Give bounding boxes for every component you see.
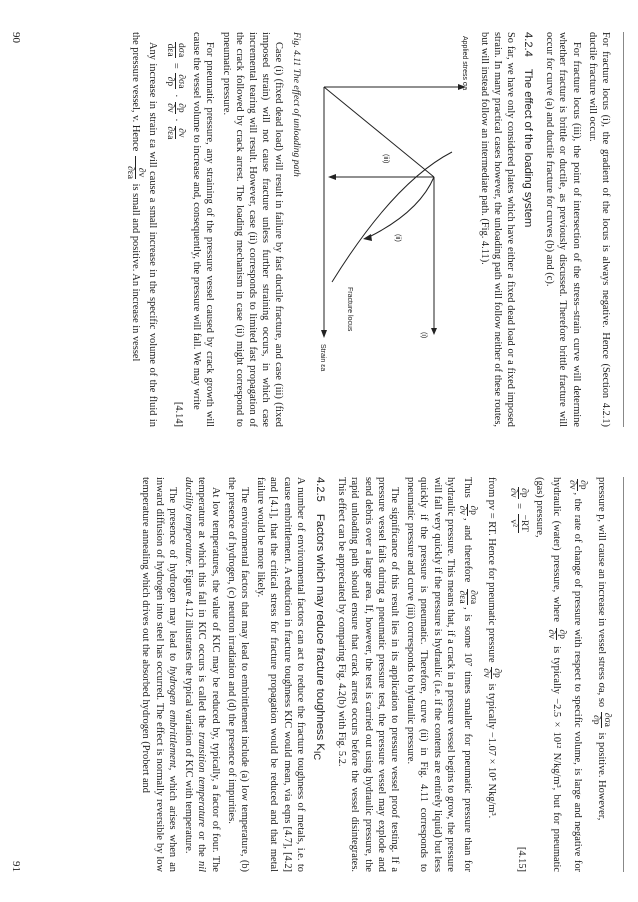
section-heading bbox=[312, 477, 326, 872]
curve-iii-arrow bbox=[328, 174, 336, 180]
curve-ii bbox=[369, 177, 434, 237]
x-axis-arrow bbox=[321, 330, 327, 338]
paragraph: For fracture locus (i), the gradient of the locus is always negative. Hence (Section 4.2.1) ductile fracture will occur. bbox=[586, 32, 611, 427]
section-number: 4.2.4 bbox=[521, 32, 534, 57]
paragraph: Case (i) (fixed dead load) will result in failure by fast ductile fracture, and case (iii) (fixed imposed strain) will not cause fracture unless further straining occurs, in which case incremental tearing will result. However, case (ii) corresponds to limited fast propagation of the crack followed by crack arrest. The loading mechanism in case (ii) might correspond to pneumatic pressure. bbox=[220, 32, 285, 427]
paragraph: For pneumatic pressure, any straining of the pressure vessel caused by crack growth will cause the vessel volume to increase and, consequently, the pressure will fall. We may write bbox=[191, 32, 216, 427]
locus-label: Fracture locus bbox=[346, 287, 354, 332]
figure-caption: Fig. 4.11 The effect of unloading path bbox=[291, 32, 303, 177]
paragraph: The environmental factors that may lead to embrittlement include (a) low temperature, (b) the presence of hydrogen, (c) neutron irradiation and (d) the presence of impurities. bbox=[225, 477, 250, 872]
paragraph: pressure p, will cause an increase in vessel stress σa, so ∂σa ∂p is positive. However, bbox=[591, 477, 613, 821]
paragraph: A number of environmental factors can act to reduce the fracture toughness of metals, i.e. to cause embrittlement. A reduction in fracture toughness KIC would mean, via eqns [4.7], [4.2] and [4.1], that the critical stress for fracture propagation would be reduced and that metal failure would be more likely. bbox=[255, 477, 306, 872]
x-axis-label: Strain εa bbox=[319, 344, 327, 372]
paragraph: For fracture locus (iii), the point of intersection of the stress–strain curve will determine whether fracture is brittle or ductile, as previously discussed. Therefore brittle fracture will occur for curve (a) and ductile fracture for curves (b) and (c). bbox=[544, 32, 582, 427]
fraction: ∂v ∂εa bbox=[164, 126, 187, 140]
section-title: Factors which may reduce fracture toughness K bbox=[313, 513, 326, 751]
section-title: The effect of the loading system bbox=[521, 68, 534, 228]
curve-i-arrow bbox=[431, 328, 437, 335]
paragraph: At low temperatures, the value of KIC may be reduced by, typically, a factor of four. The temperature at which this fall in KIC occurs is called the transition temperature or the nil ductility temperature. Figure 4.12 illustrates the typical variation of KIC with temperature. bbox=[183, 477, 221, 872]
fraction: dσa dεa bbox=[164, 43, 187, 58]
fraction: ∂p ∂v bbox=[567, 480, 589, 490]
section-number: 4.2.5 bbox=[313, 477, 326, 502]
fraction: ∂p ∂v bbox=[546, 629, 568, 639]
fraction: ∂p ∂v bbox=[507, 488, 530, 498]
paragraph: ∂p ∂v , the rate of change of pressure with respect to specific volume, is large and negative for hydraulic (water) pressure, where ∂p ∂v is typically −2.5 × 10¹² N/kg/m³, but for pneumatic (gas) pressure, bbox=[534, 477, 589, 872]
paragraph: The significance of this result lies in its application to pressure vessel proof testing. If a pressure vessel fails during a pneumatic pressure test, the pressure vessel may explode and send debris over a large area. If, however, the test is carried out using hydraulic pressure, the rapid unloading path should ensure that crack arrest occurs before the vessel disintegrates. This effect can be appreciated by comparing Fig. 4.2(b) with Fig. 5.2. bbox=[336, 477, 400, 872]
paragraph: So far, we have only considered plates which have either a fixed dead load or a fixed imposed strain. In many practical cases however, the unloading path will follow neither of these routes, but will instead follow an intermediate path. (Fig. 4.11). bbox=[478, 32, 516, 427]
fraction: ∂v ∂εa bbox=[125, 156, 146, 179]
fraction: ∂p ∂v bbox=[456, 505, 479, 515]
fraction: ∂σa ∂p bbox=[591, 712, 613, 727]
paragraph: from pv = RT. Hence for pneumatic pressure ∂p ∂v is typically −1.07 × 10⁵ Nkg/m³. bbox=[480, 477, 503, 819]
fraction: ∂σa ∂εa bbox=[456, 589, 479, 605]
equation-4-14: dσa dεa = ∂σa ∂p · ∂p ∂v · ∂v ∂εa [4.14] bbox=[164, 43, 187, 427]
y-axis-label: Applied stress σa bbox=[461, 36, 469, 91]
equation-number: [4.14] bbox=[172, 401, 184, 427]
curve-ii-label: (ii) bbox=[394, 234, 402, 242]
curve-i-label: (i) bbox=[420, 332, 428, 339]
unloading-path-figure bbox=[304, 32, 474, 427]
fraction: ∂p ∂v bbox=[164, 103, 187, 113]
paragraph: Any increase in strain εa will cause a small increase in the specific volume of the fluid in the pressure vessel, v. Hence ∂v ∂εa is small and positive. An increase in vessel bbox=[124, 32, 158, 427]
curve-iii-label: (iii) bbox=[382, 154, 390, 164]
loading-line bbox=[324, 87, 434, 177]
equation-4-15: ∂p ∂v = −RT v² [4.15] bbox=[507, 488, 530, 872]
right-page bbox=[0, 451, 638, 902]
header-rule bbox=[623, 32, 624, 427]
fraction: ∂σa ∂p bbox=[164, 74, 187, 89]
section-title-subscript: IC bbox=[311, 750, 322, 761]
equation-number: [4.15] bbox=[515, 846, 527, 872]
header-rule bbox=[623, 477, 624, 872]
paragraph: The presence of hydrogen may lead to hydrogen embrittlement, which arises when an inward diffusion of hydrogen into steel has occurred. The effect is normally reversible by low temperature annealing which drives out the absorbed hydrogen (Probert and bbox=[140, 477, 178, 872]
paragraph: Thus ∂p ∂v , and therefore ∂σa ∂εa , is some 10⁷ times smaller for pneumatic pressure than for hydraulic pressure. This means that, if a crack in a pressure vessel begins to grow, the pressure will fall very quickly if the pressure is hydraulic (i.e. if the contents are entirely liquid) but less quickly if the pressure is pneumatic. Therefore, curve (ii) in Fig. 4.11 corresponds to pneumatic pressure and curve (iii) corresponds to hydraulic pressure. bbox=[405, 477, 479, 873]
page-number: 91 bbox=[10, 861, 22, 872]
fraction: ∂p ∂v bbox=[480, 668, 503, 678]
section-heading bbox=[522, 32, 534, 427]
fraction: −RT v² bbox=[507, 514, 530, 532]
page-number: 90 bbox=[10, 32, 22, 43]
